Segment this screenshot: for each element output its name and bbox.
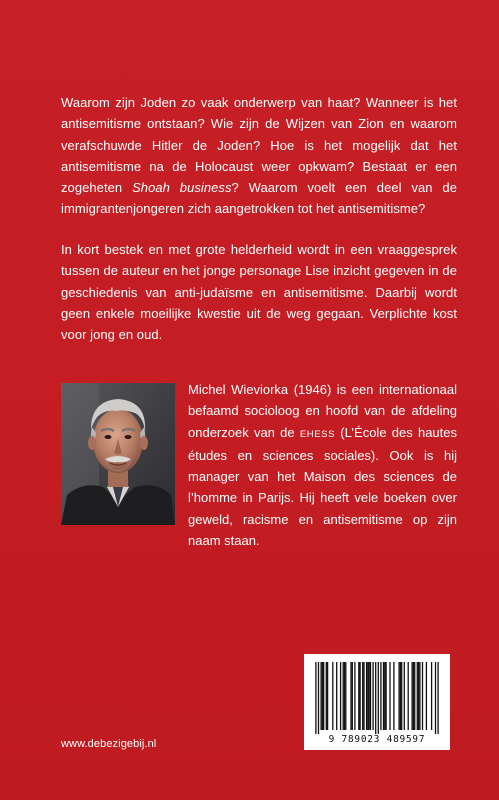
barcode-bar (322, 662, 323, 730)
barcode-bar (370, 662, 371, 730)
barcode-bar (404, 662, 405, 730)
barcode-bar (358, 662, 359, 730)
barcode-bar (343, 662, 344, 730)
barcode (304, 654, 450, 750)
author-portrait-icon (61, 383, 175, 525)
ean-13-barcode-icon (304, 654, 450, 734)
barcode-bar (344, 662, 345, 730)
barcode-bar (369, 662, 370, 730)
barcode-bar (378, 662, 379, 734)
isbn-number: 9 789023 489597 (328, 734, 426, 745)
barcode-bar (362, 662, 363, 730)
barcode-bar (380, 662, 381, 730)
intro-text-part2: ? Waarom voelt een deel van de immigrantenjongeren zich aangetrokken tot het antisemitisme? (61, 180, 457, 217)
author-bio (188, 379, 457, 551)
barcode-bar (332, 662, 333, 730)
barcode-bar (408, 662, 409, 730)
intro-text-part1: Waarom zijn Joden zo vaak onderwerp van haat? Wanneer is het antisemitisme ontstaan? Wie zijn de Wijzen van Zion en waarom verafschuwde Hitler de Joden? Hoe is het mogelijk dat het antisemitisme na de Holocaust weer opkwam? Bestaat er een zogeheten (61, 95, 457, 196)
barcode-bar (437, 662, 438, 734)
barcode-bar (401, 662, 402, 730)
barcode-bar (413, 662, 414, 730)
barcode-bar (327, 662, 328, 730)
barcode-bar (318, 662, 319, 734)
barcode-bar (375, 662, 376, 734)
barcode-bar (400, 662, 401, 730)
barcode-bar (389, 662, 390, 730)
barcode-bar (398, 662, 399, 730)
barcode-bar (340, 662, 341, 730)
author-photo (61, 383, 175, 525)
intro-paragraph (61, 92, 457, 220)
barcode-bar (367, 662, 368, 730)
barcode-bar (345, 662, 346, 730)
barcode-bar (414, 662, 415, 730)
barcode-bar (336, 662, 337, 730)
barcode-bar (350, 662, 351, 730)
summary-paragraph: In kort bestek en met grote helderheid wordt in een vraaggesprek tussen de auteur en het jonge personage Lise inzicht gegeven in de geschiedenis van anti-judaïsme en antisemitisme. Daarbij wordt geen enkele moeilijke kwestie uit de weg gegaan. Verplichte kost voor jong en oud. (61, 242, 457, 343)
barcode-bar (435, 662, 436, 734)
barcode-bar (320, 662, 321, 730)
barcode-bar (359, 662, 360, 730)
barcode-bar (366, 662, 367, 730)
barcode-bar (372, 662, 373, 730)
barcode-bar (426, 662, 427, 730)
publisher-website: www.debezigebij.nl (61, 738, 157, 750)
barcode-bar (363, 662, 364, 730)
barcode-bar (418, 662, 419, 730)
author-bio-part2: (L’École des hautes études en sciences sociales). Ook is hij manager van het Maison des sciences de l’homme in Parijs. Hij heeft vele boeken over geweld, racisme en antisemitisme op zijn naam staan. (188, 424, 458, 549)
author-bio-part1: Michel Wieviorka (1946) is een internationaal befaamd socioloog en hoofd van de afdeling onderzoek van de (188, 382, 457, 440)
barcode-bar (385, 662, 386, 730)
author-bio-ehess: EHESS (299, 428, 336, 440)
barcode-bar (352, 662, 353, 730)
barcode-bar (417, 662, 418, 730)
barcode-bar (431, 662, 432, 730)
barcode-bar (326, 662, 327, 730)
barcode-bar (419, 662, 420, 730)
barcode-bar (315, 662, 316, 734)
barcode-bar (384, 662, 385, 730)
barcode-bar (323, 662, 324, 730)
barcode-bar (393, 662, 394, 730)
barcode-bar (354, 662, 355, 730)
barcode-bar (422, 662, 423, 730)
barcode-bar (383, 662, 384, 730)
intro-text-italic: Shoah business (132, 180, 232, 196)
barcode-bar (411, 662, 412, 730)
